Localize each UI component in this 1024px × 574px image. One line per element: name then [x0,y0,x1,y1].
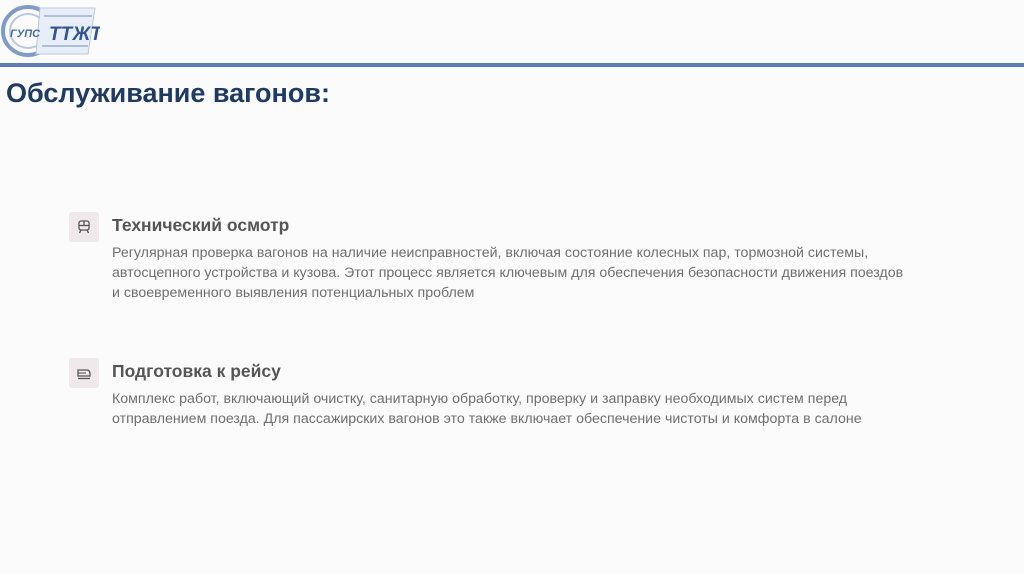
logo [0,2,100,60]
train-icon [69,358,99,388]
logo-emblem-icon [0,2,100,60]
section-text: Регулярная проверка вагонов на наличие неисправностей, включая состояние колесных пар, тормозной системы, автосцепного устройства и кузова. Этот процесс является ключевым для обеспечения безопасности движения поездов и своевременного выявления потенциальных проблем [112,245,904,301]
section-title: Подготовка к рейсу [112,361,281,381]
railway-car-icon [69,212,99,242]
page-title: Обслуживание вагонов: [6,78,330,108]
section-title: Технический осмотр [112,215,290,235]
header-divider [0,63,1024,67]
section-text: Комплекс работ, включающий очистку, санитарную обработку, проверку и заправку необходимых систем перед отправлением поезда. Для пассажирских вагонов это также включает обеспечение чистоты и комфорта в салоне [112,391,862,427]
logo-text: ГУПС [10,28,41,40]
svg-text:ТТЖТ: ТТЖТ [49,24,100,45]
